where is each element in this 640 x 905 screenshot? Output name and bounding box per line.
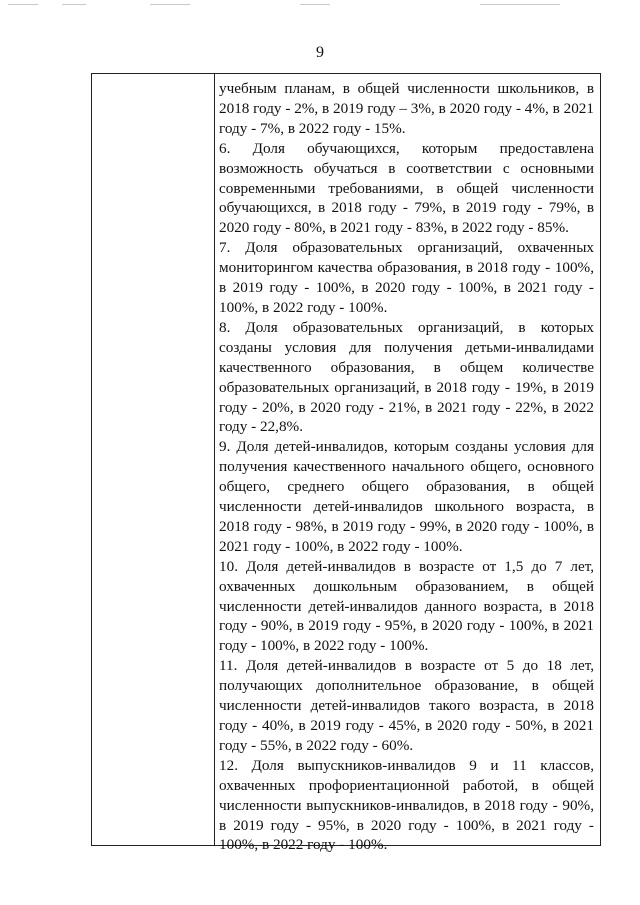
paragraph-item-6: 6. Доля обучающихся, которым предоставлена возможность обучаться в соответствии с основными современными требованиями, в общей численности обучающихся, в 2018 году - 79%, в 2019 году - 79%, в 2020 году - 80%, в 2021 году - 83%, в 2022 году - 85%. xyxy=(219,139,594,237)
paragraph-continuation: учебным планам, в общей численности школьников, в 2018 году - 2%, в 2019 году – 3%, в 2020 году - 4%, в 2021 году - 7%, в 2022 году - 15%. xyxy=(219,80,594,137)
page-number: 9 xyxy=(316,44,324,61)
paragraph-item-11: 11. Доля детей-инвалидов в возрасте от 5 до 18 лет, получающих дополнительное образование, в общей численности детей-инвалидов такого возраста, в 2018 году - 40%, в 2019 году - 45%, в 2020 году - 50%, в 2021 году - 55%, в 2022 году - 60%. xyxy=(219,657,594,754)
indicators-cell xyxy=(219,79,594,855)
paragraph-item-9: 9. Доля детей-инвалидов, которым созданы условия для получения качественного начального общего, основного общего, среднего общего образования, в общей численности детей-инвалидов школьного возраста, в 2018 году - 98%, в 2019 году - 99%, в 2020 году - 100%, в 2021 году - 100%, в 2022 году - 100%. xyxy=(219,438,594,555)
paragraph-item-8: 8. Доля образовательных организаций, в которых созданы условия для получения детьми-инвалидами качественного образования, в общем количестве образовательных организаций, в 2018 году - 19%, в 2019 году - 20%, в 2020 году - 21%, в 2021 году - 22%, в 2022 году - 22,8%. xyxy=(219,318,594,436)
paragraph-item-12: 12. Доля выпускников-инвалидов 9 и 11 классов, охваченных профориентационной работой, в общей численности выпускников-инвалидов, в 2018 году - 90%, в 2019 году - 95%, в 2020 году - 100%, в 2021 году - 100%, в 2022 году - 100%. xyxy=(219,756,594,854)
column-divider xyxy=(214,74,215,845)
paragraph-item-7: 7. Доля образовательных организаций, охваченных мониторингом качества образования, в 2018 году - 100%, в 2019 году - 100%, в 2020 году - 100%, в 2021 году - 100%, в 2022 году - 100%. xyxy=(219,239,594,316)
scan-artifact-marks xyxy=(0,4,640,10)
paragraph-item-10: 10. Доля детей-инвалидов в возрасте от 1,5 до 7 лет, охваченных дошкольным образованием, в общей численности детей-инвалидов данного возраста, в 2018 году - 90%, в 2019 году - 95%, в 2020 году - 100%, в 2021 году - 100%, в 2022 году - 100%. xyxy=(219,557,594,655)
document-table xyxy=(91,73,601,854)
